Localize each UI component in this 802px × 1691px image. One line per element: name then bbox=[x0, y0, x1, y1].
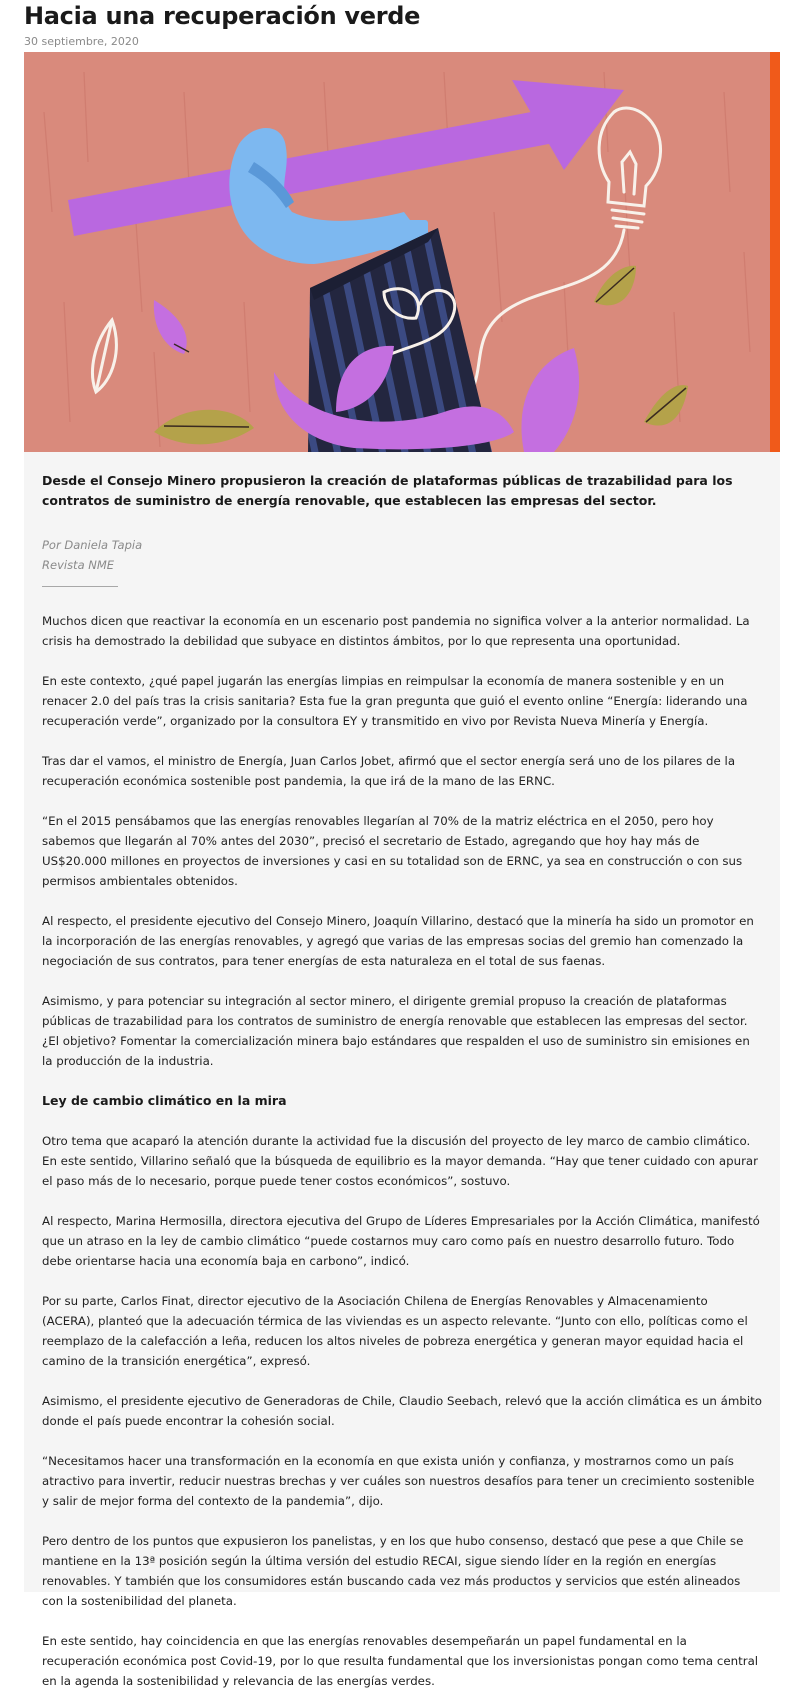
accent-bar bbox=[770, 52, 780, 452]
paragraph: Por su parte, Carlos Finat, director ejecutivo de la Asociación Chilena de Energías Renovables y Almacenamiento (ACERA), planteó que la adecuación térmica de las viviendas es un aspecto relevante. “Junto con ello, políticas como el reemplazo de la calefacción a leña, reducen los altos niveles de pobreza energética y generan mayor equidad hacia el camino de la transición energética”, expresó. bbox=[42, 1294, 748, 1368]
green-recovery-illustration-icon bbox=[24, 52, 780, 452]
author-name: Por Daniela Tapia bbox=[42, 538, 143, 552]
hero-image bbox=[24, 52, 780, 452]
publish-date: 30 septiembre, 2020 bbox=[24, 35, 139, 48]
paragraph: En este contexto, ¿qué papel jugarán las energías limpias en reimpulsar la economía de manera sostenible y en un renacer 2.0 del país tras la crisis sanitaria? Esta fue la gran pregunta que guió el evento online “Energía: liderando una recuperación verde”, organizado por la consultora EY y transmitido en vivo por Revista Nueva Minería y Energía. bbox=[42, 674, 748, 728]
article-content bbox=[42, 611, 762, 1691]
paragraph: Asimismo, y para potenciar su integración al sector minero, el dirigente gremial propuso la creación de plataformas públicas de trazabilidad para los contratos de suministro de energía renovable que establecen las empresas del sector. ¿El objetivo? Fomentar la comercialización minera bajo estándares que respalden el uso de suministro sin emisiones en la producción de la industria. bbox=[42, 994, 750, 1068]
paragraph: Otro tema que acaparó la atención durante la actividad fue la discusión del proyecto de ley marco de cambio climático. En este sentido, Villarino señaló que la búsqueda de equilibrio es la mayor demanda. “Hay que tener cuidado con apurar el paso más de lo necesario, porque puede tener costos económicos”, sostuvo. bbox=[42, 1134, 758, 1188]
paragraph: Al respecto, el presidente ejecutivo del Consejo Minero, Joaquín Villarino, destacó que la minería ha sido un promotor en la incorporación de las energías renovables, y agregó que varias de las empresas socias del gremio han comenzado la negociación de sus contratos, para tener energías de esta naturaleza en el total de sus faenas. bbox=[42, 914, 754, 968]
page-title: Hacia una recuperación verde bbox=[24, 2, 421, 30]
paragraph: Tras dar el vamos, el ministro de Energía, Juan Carlos Jobet, afirmó que el sector energía será uno de los pilares de la recuperación económica sostenible post pandemia, la que irá de la mano de las ERNC. bbox=[42, 754, 736, 788]
section-subheading: Ley de cambio climático en la mira bbox=[42, 1093, 287, 1108]
paragraph: En este sentido, hay coincidencia en que las energías renovables desempeñarán un papel fundamental en la recuperación económica post Covid-19, por lo que resulta fundamental que los inversionistas pongan como tema central en la agenda la sostenibilidad y relevancia de las energías verdes. bbox=[42, 1634, 759, 1688]
paragraph: Muchos dicen que reactivar la economía en un escenario post pandemia no significa volver a la anterior normalidad. La crisis ha demostrado la debilidad que subyace en distintos ámbitos, por lo que representa una oportunidad. bbox=[42, 614, 750, 648]
paragraph: “Necesitamos hacer una transformación en la economía en que exista unión y confianza, y mostrarnos como un país atractivo para invertir, reducir nuestras brechas y ver cuáles son nuestros desafíos para tener un crecimiento sostenible y salir de mejor forma del contexto de la pandemia”, dijo. bbox=[42, 1454, 755, 1508]
publication-name: Revista NME bbox=[42, 558, 115, 572]
byline-divider bbox=[42, 586, 118, 587]
article-body bbox=[24, 452, 780, 1688]
article-lead: Desde el Consejo Minero propusieron la creación de plataformas públicas de trazabilidad para los contratos de suministro de energía renovable, que establecen las empresas del sector. bbox=[42, 473, 733, 508]
paragraph: Pero dentro de los puntos que expusieron los panelistas, y en los que hubo consenso, destacó que pese a que Chile se mantiene en la 13ª posición según la última versión del estudio RECAI, sigue siendo líder en la región en energías renovables. Y también que los consumidores están buscando cada vez más productos y servicios que estén alineados con la sostenibilidad del planeta. bbox=[42, 1534, 744, 1608]
paragraph: Asimismo, el presidente ejecutivo de Generadoras de Chile, Claudio Seebach, relevó que la acción climática es un ámbito donde el país puede encontrar la cohesión social. bbox=[42, 1394, 762, 1428]
paragraph: “En el 2015 pensábamos que las energías renovables llegarían al 70% de la matriz eléctrica en el 2050, pero hoy sabemos que llegarán al 70% antes del 2030”, precisó el secretario de Estado, agregando que hoy hay más de US$20.000 millones en proyectos de inversiones y casi en su totalidad son de ERNC, ya sea en construcción o con sus permisos ambientales obtenidos. bbox=[42, 814, 743, 888]
byline bbox=[42, 535, 762, 575]
paragraph: Al respecto, Marina Hermosilla, directora ejecutiva del Grupo de Líderes Empresariales por la Acción Climática, manifestó que un atraso en la ley de cambio climático “puede costarnos muy caro como país en nuestro desarrollo futuro. Todo debe orientarse hacia una economía baja en carbono”, indicó. bbox=[42, 1214, 760, 1268]
